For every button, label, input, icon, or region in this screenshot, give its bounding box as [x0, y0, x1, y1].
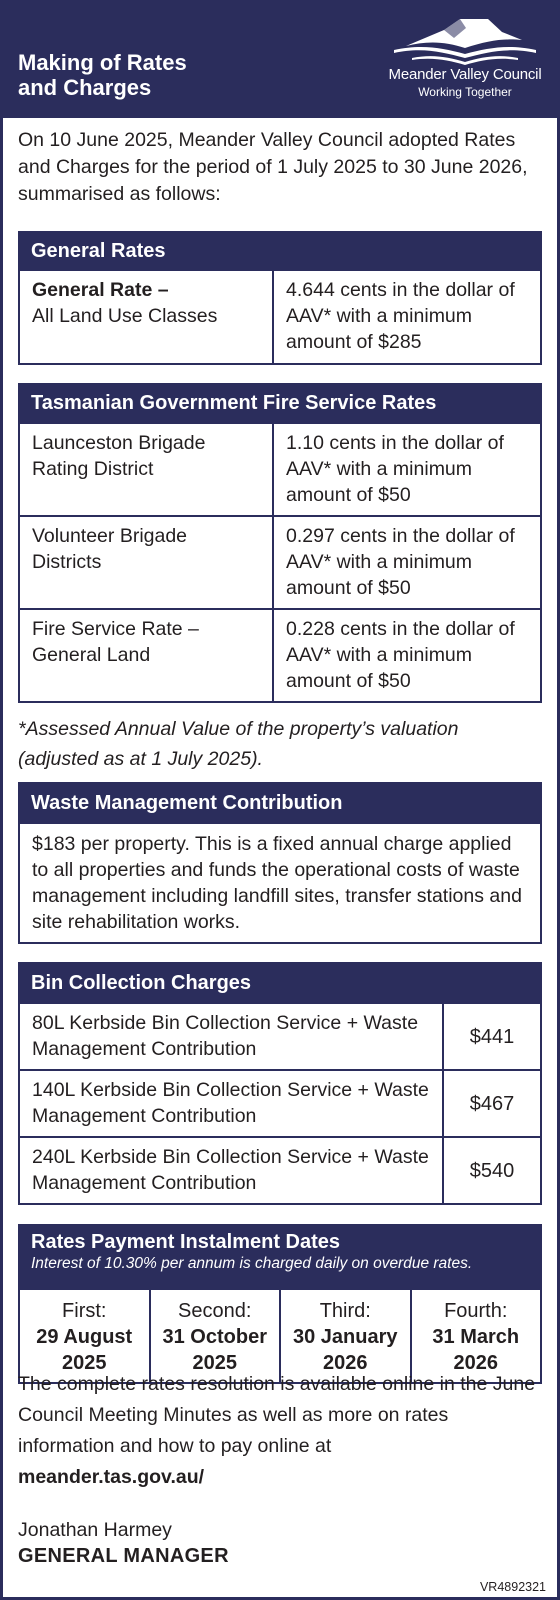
table-row [18, 424, 542, 517]
general-rates-heading: General Rates [18, 231, 542, 271]
table-row [18, 1004, 542, 1071]
rate-value: 0.228 cents in the dollar of AAV* with a minimum amount of $50 [286, 618, 515, 692]
rate-label: Fire Service Rate – General Land [20, 610, 274, 701]
bin-service-price: $441 [469, 1025, 515, 1048]
bin-service-label: 80L Kerbside Bin Collection Service + Waste Management Contribution [20, 1004, 444, 1069]
rate-label: Volunteer Brigade Districts [20, 517, 274, 608]
interest-note: Interest of 10.30% per annum is charged daily on overdue rates. [31, 1255, 473, 1272]
table-row [18, 1138, 542, 1205]
bin-charges-table [18, 962, 542, 1205]
reference-number: VR4892321 [479, 1580, 546, 1594]
fire-rates-table [18, 383, 542, 703]
signer-name: Jonathan Harmey [18, 1519, 172, 1541]
bin-service-price: $467 [469, 1092, 515, 1115]
instalment-label: Second: [178, 1300, 252, 1322]
logo-name: Meander Valley Council [388, 66, 542, 83]
rate-value: 4.644 cents in the dollar of AAV* with a minimum amount of $285 [286, 279, 515, 353]
closing-text: The complete rates resolution is available online in the June Council Meeting Minutes as well as more on rates information and how to pay online at [18, 1373, 536, 1457]
bin-service-price: $540 [469, 1159, 515, 1182]
waste-heading: Waste Management Contribution [18, 782, 542, 824]
instalment-date: 31 March 2026 [432, 1326, 520, 1374]
table-row [18, 610, 542, 703]
instalment-date: 29 August 2025 [36, 1326, 133, 1374]
instalment-label: Third: [319, 1300, 371, 1322]
instalment-heading: Rates Payment Instalment Dates [31, 1231, 341, 1253]
general-rates-table [18, 231, 542, 365]
council-website-link[interactable]: meander.tas.gov.au/ [18, 1466, 205, 1488]
rate-label [20, 271, 274, 363]
instalment-label: Fourth: [444, 1300, 508, 1322]
bin-service-label: 140L Kerbside Bin Collection Service + Waste Management Contribution [20, 1071, 444, 1136]
page-title: Making of Rates and Charges [18, 50, 187, 100]
instalment-table [18, 1224, 542, 1384]
intro-paragraph: On 10 June 2025, Meander Valley Council adopted Rates and Charges for the period of 1 July 2025 to 30 June 2026, summarised as follows: [18, 129, 528, 205]
rate-label-bold: General Rate – [32, 279, 169, 301]
instalment-heading-block [18, 1224, 542, 1290]
table-row [18, 271, 542, 365]
table-row [18, 517, 542, 610]
bin-charges-heading: Bin Collection Charges [18, 962, 542, 1004]
instalment-label: First: [62, 1300, 107, 1322]
council-logo [380, 10, 550, 106]
table-row [18, 1071, 542, 1138]
header-banner [0, 0, 560, 118]
rate-label: Launceston Brigade Rating District [20, 424, 274, 515]
rate-label-text: All Land Use Classes [32, 305, 218, 327]
closing-paragraph [18, 1369, 543, 1493]
waste-body: $183 per property. This is a fixed annual charge applied to all properties and funds the operational costs of waste management including landfill sites, transfer stations and site rehabilitation works. [18, 824, 542, 944]
fire-rates-heading: Tasmanian Government Fire Service Rates [18, 383, 542, 424]
waste-table [18, 782, 542, 944]
rate-value: 0.297 cents in the dollar of AAV* with a minimum amount of $50 [286, 525, 515, 599]
bin-service-label: 240L Kerbside Bin Collection Service + Waste Management Contribution [20, 1138, 444, 1203]
rate-value: 1.10 cents in the dollar of AAV* with a minimum amount of $50 [286, 432, 504, 506]
mountain-logo-icon [392, 14, 538, 66]
instalment-date: 30 January 2026 [292, 1326, 398, 1374]
instalment-date: 31 October 2025 [162, 1326, 267, 1374]
logo-tagline: Working Together [418, 85, 512, 99]
aav-footnote: *Assessed Annual Value of the property’s valuation (adjusted as at 1 July 2025). [18, 718, 459, 770]
signer-title: GENERAL MANAGER [18, 1545, 229, 1567]
